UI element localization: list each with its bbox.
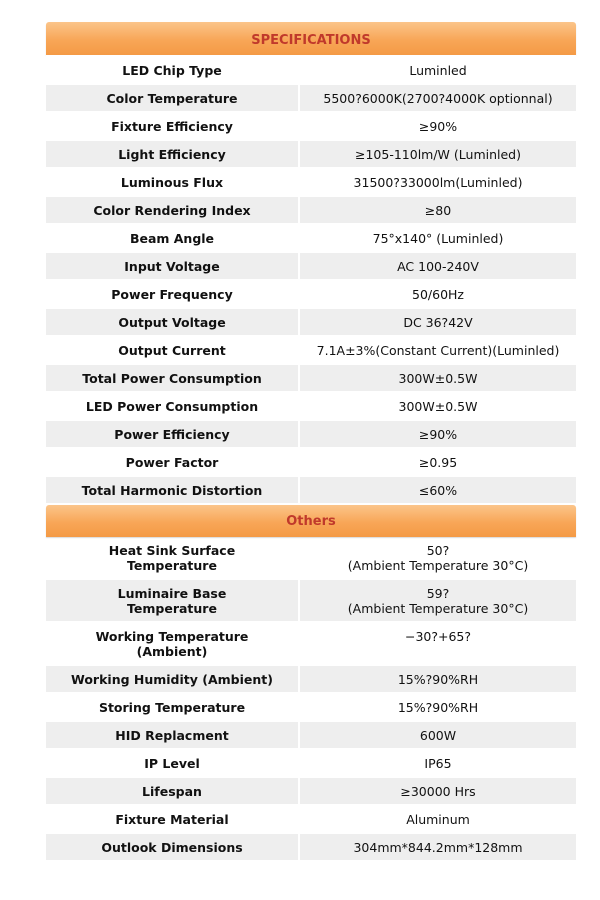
table-row <box>46 391 576 419</box>
table-row <box>46 776 576 804</box>
row-value: 75°x140° (Luminled) <box>372 230 504 246</box>
row-value <box>300 537 576 578</box>
row-label: Working Humidity (Ambient) <box>46 666 298 692</box>
row-label <box>46 537 298 578</box>
row-label: Light Efficiency <box>46 141 298 167</box>
row-label: Power Factor <box>125 454 219 470</box>
row-label: Fixture Material <box>115 811 229 827</box>
row-value <box>300 623 576 664</box>
row-label: Luminous Flux <box>120 174 224 190</box>
table-row <box>46 195 576 223</box>
row-label: Storing Temperature <box>98 699 246 715</box>
table-row <box>46 363 576 391</box>
row-value: ≥0.95 <box>418 454 458 470</box>
row-value-line1: −30?+65? <box>404 629 472 644</box>
row-label: Output Voltage <box>46 309 298 335</box>
row-value: ≥105-110lm/W (Luminled) <box>300 141 576 167</box>
row-label: Input Voltage <box>46 253 298 279</box>
row-value: 304mm*844.2mm*128mm <box>300 834 576 860</box>
specifications-title: SPECIFICATIONS <box>251 33 371 48</box>
table-row <box>46 111 576 139</box>
others-title: Others <box>286 513 336 529</box>
table-row <box>46 83 576 111</box>
row-label-line1: Luminaire Base <box>117 585 227 601</box>
row-label: Beam Angle <box>129 230 215 246</box>
row-label-line2: Temperature <box>127 557 217 573</box>
table-row <box>46 139 576 167</box>
spec-table <box>46 22 576 860</box>
row-value: DC 36?42V <box>300 309 576 335</box>
row-label-line2: Temperature <box>127 600 217 616</box>
row-value-line2: (Ambient Temperature 30°C) <box>347 557 529 573</box>
row-value: ≥30000 Hrs <box>300 778 576 804</box>
table-row <box>46 279 576 307</box>
table-row <box>46 832 576 860</box>
table-row <box>46 475 576 503</box>
row-label: Power Frequency <box>111 286 233 302</box>
table-row <box>46 447 576 475</box>
table-row <box>46 621 576 664</box>
row-value: IP65 <box>424 755 452 771</box>
row-label-line1: Working Temperature <box>95 628 249 644</box>
row-label: LED Chip Type <box>122 62 222 78</box>
row-label: IP Level <box>144 755 200 771</box>
row-value: Aluminum <box>406 811 470 827</box>
row-label-line1: Heat Sink Surface <box>108 542 236 558</box>
table-row <box>46 335 576 363</box>
specifications-header <box>46 22 576 55</box>
table-row <box>46 804 576 832</box>
row-label: Total Power Consumption <box>46 365 298 391</box>
row-value: ≥80 <box>300 197 576 223</box>
row-label: Total Harmonic Distortion <box>46 477 298 503</box>
row-value: 300W±0.5W <box>300 365 576 391</box>
row-value: 7.1A±3%(Constant Current)(Luminled) <box>316 342 560 358</box>
row-label: Lifespan <box>46 778 298 804</box>
row-label: Fixture Efficiency <box>111 118 233 134</box>
row-value: 50/60Hz <box>412 286 464 302</box>
row-value <box>300 580 576 621</box>
row-value: Luminled <box>409 62 467 78</box>
row-label-line2: (Ambient) <box>136 643 208 659</box>
row-value: 300W±0.5W <box>398 398 478 414</box>
row-label: Outlook Dimensions <box>46 834 298 860</box>
row-value: ≥90% <box>300 421 576 447</box>
row-label: Color Temperature <box>46 85 298 111</box>
table-row <box>46 720 576 748</box>
row-label <box>46 580 298 621</box>
row-label: Color Rendering Index <box>46 197 298 223</box>
row-value-line1: 59? <box>426 585 450 601</box>
table-row <box>46 419 576 447</box>
table-row <box>46 537 576 578</box>
row-value: 31500?33000lm(Luminled) <box>353 174 523 190</box>
row-value: AC 100-240V <box>300 253 576 279</box>
row-value: 15%?90%RH <box>397 699 479 715</box>
row-label: HID Replacment <box>46 722 298 748</box>
table-row <box>46 664 576 692</box>
row-label <box>46 623 298 664</box>
table-row <box>46 307 576 335</box>
row-value: 5500?6000K(2700?4000K optionnal) <box>300 85 576 111</box>
table-row <box>46 578 576 621</box>
table-row <box>46 692 576 720</box>
table-row <box>46 748 576 776</box>
row-label: LED Power Consumption <box>85 398 259 414</box>
table-row <box>46 251 576 279</box>
row-value: 15%?90%RH <box>300 666 576 692</box>
others-header <box>46 505 576 537</box>
table-row <box>46 55 576 83</box>
row-value-line1: 50? <box>426 542 450 558</box>
table-row <box>46 167 576 195</box>
row-value: ≥90% <box>418 118 458 134</box>
row-label: Output Current <box>118 342 226 358</box>
row-value: 600W <box>300 722 576 748</box>
row-label: Power Efficiency <box>46 421 298 447</box>
table-row <box>46 223 576 251</box>
row-value: ≤60% <box>300 477 576 503</box>
row-value-line2: (Ambient Temperature 30°C) <box>347 600 529 616</box>
